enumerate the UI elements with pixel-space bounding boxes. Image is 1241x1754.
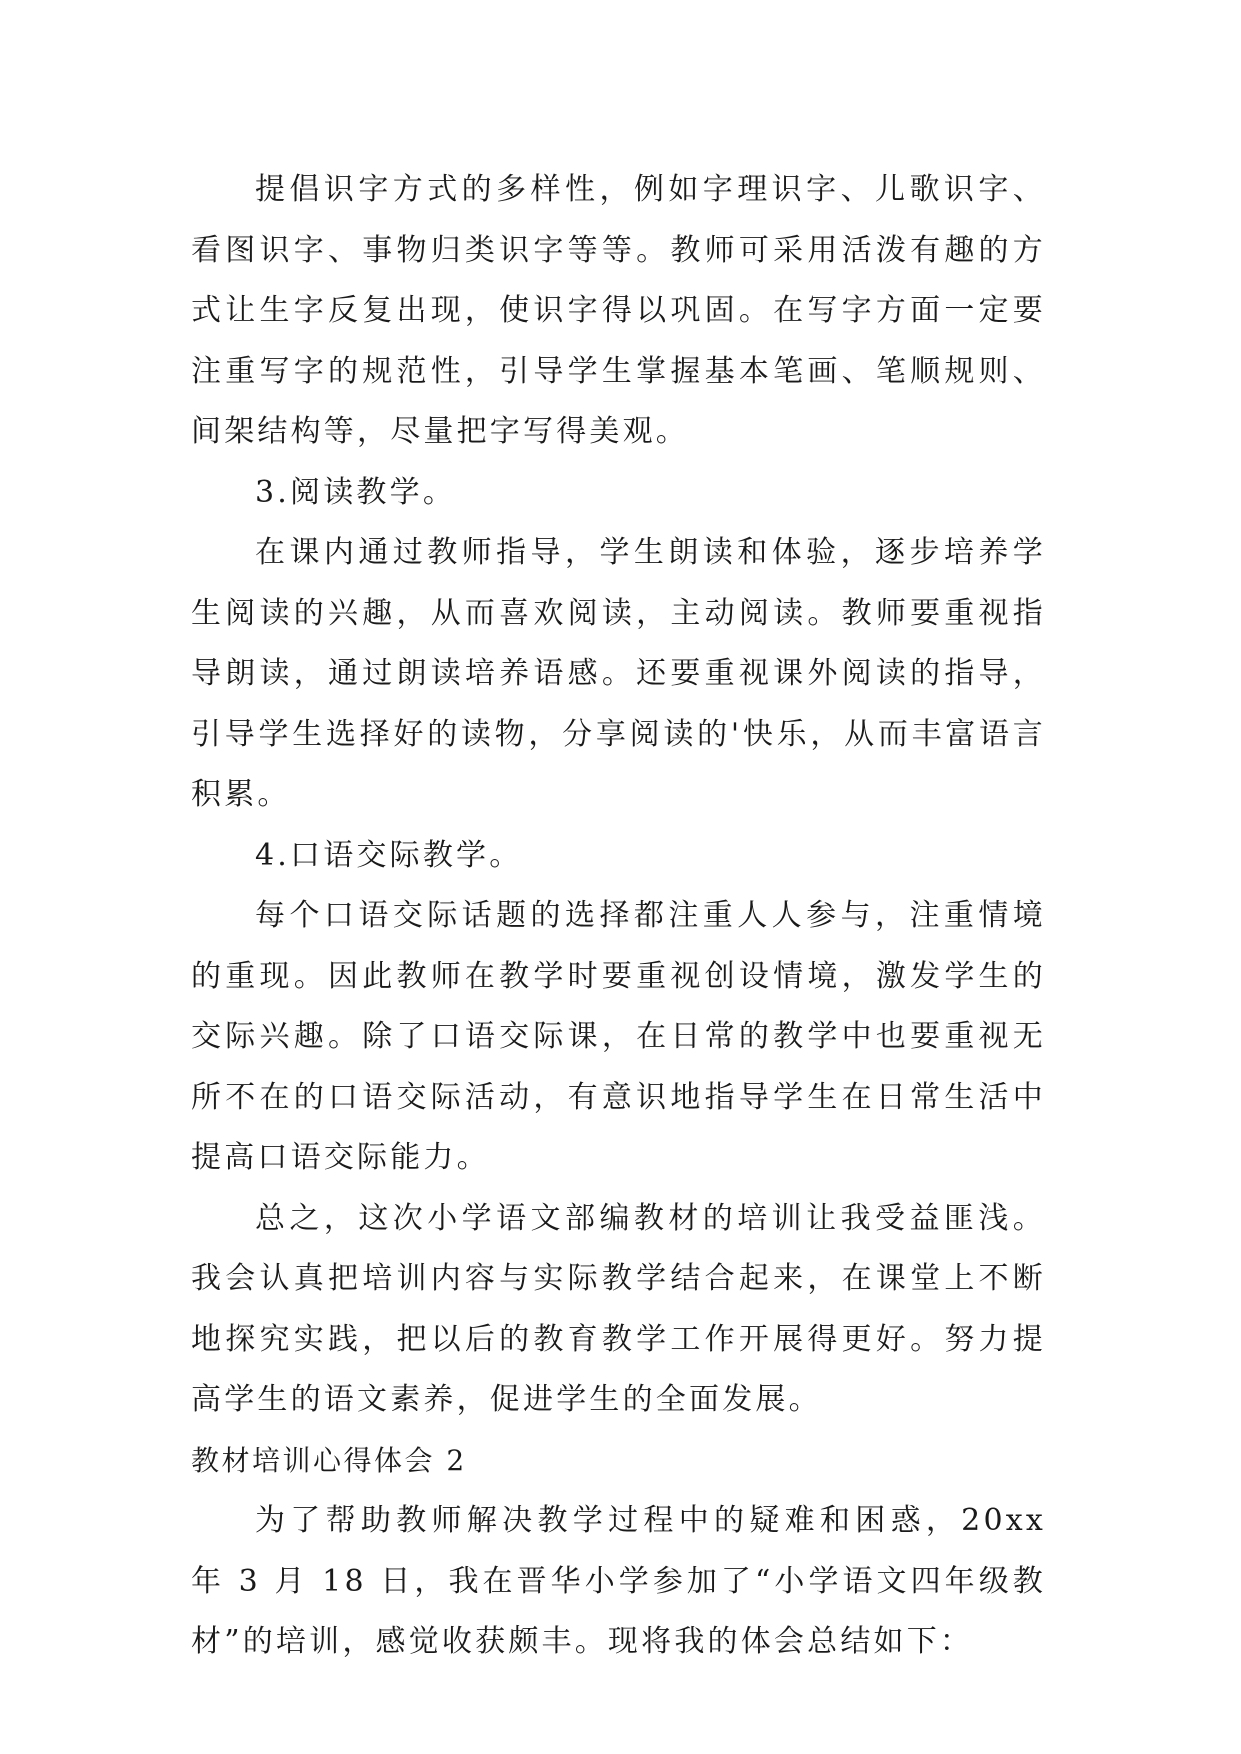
section-reading-teaching: 3.阅读教学。 (255, 474, 457, 510)
paragraph-reading: 在课内通过教师指导，学生朗读和体验，逐步培养学生阅读的兴趣，从而喜欢阅读，主动阅读。教师要重视指导朗读，通过朗读培养语感。还要重视课外阅读的指导，引导学生选择好的读物，分享阅读的'快乐，从而丰富语言积累。 (191, 535, 1046, 812)
paragraph-summary: 总之，这次小学语文部编教材的培训让我受益匪浅。我会认真把培训内容与实际教学结合起来，在课堂上不断地探究实践，把以后的教育教学工作开展得更好。努力提高学生的语文素养，促进学生的全面发展。 (191, 1200, 1046, 1417)
document-body (191, 160, 1046, 1673)
document-heading: 教材培训心得体会 2 (191, 1443, 467, 1477)
paragraph-introduction: 为了帮助教师解决教学过程中的疑难和困惑，20xx 年 3 月 18 日，我在晋华小学参加了“小学语文四年级教材”的培训，感觉收获颇丰。现将我的体会总结如下： (191, 1503, 1046, 1659)
section-oral-communication: 4.口语交际教学。 (255, 837, 523, 873)
paragraph-literacy: 提倡识字方式的多样性，例如字理识字、儿歌识字、看图识字、事物归类识字等等。教师可采用活泼有趣的方式让生字反复出现，使识字得以巩固。在写字方面一定要注重写字的规范性，引导学生掌握基本笔画、笔顺规则、间架结构等，尽量把字写得美观。 (191, 172, 1046, 449)
paragraph-oral-communication: 每个口语交际话题的选择都注重人人参与，注重情境的重现。因此教师在教学时要重视创设情境，激发学生的交际兴趣。除了口语交际课，在日常的教学中也要重视无所不在的口语交际活动，有意识地指导学生在日常生活中提高口语交际能力。 (191, 898, 1046, 1175)
